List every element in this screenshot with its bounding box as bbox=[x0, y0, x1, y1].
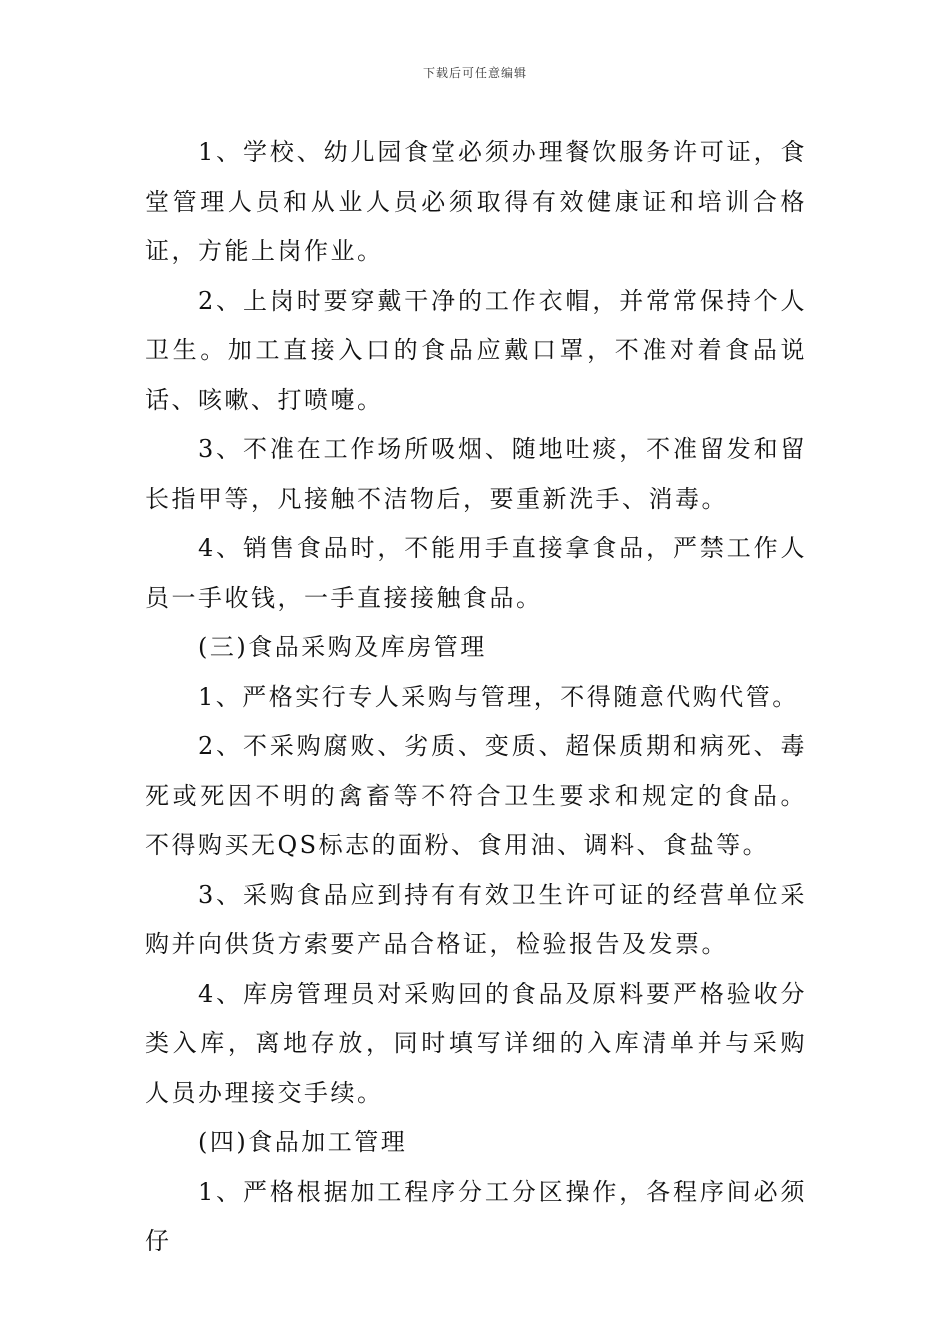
section-heading: (三)食品采购及库房管理 bbox=[198, 633, 487, 661]
paragraph: 1、严格根据加工程序分工分区操作，各程序间必须仔 bbox=[145, 1177, 807, 1255]
section-heading: (四)食品加工管理 bbox=[198, 1128, 408, 1156]
paragraph: 3、采购食品应到持有有效卫生许可证的经营单位采购并向供货方索要产品合格证，检验报告及发票。 bbox=[145, 880, 807, 958]
paragraph: 3、不准在工作场所吸烟、随地吐痰，不准留发和留长指甲等，凡接触不洁物后，要重新洗手、消毒。 bbox=[145, 435, 807, 513]
paragraph: 1、严格实行专人采购与管理，不得随意代购代管。 bbox=[198, 682, 799, 711]
document-body bbox=[145, 128, 807, 1267]
paragraph: 2、不采购腐败、劣质、变质、超保质期和病死、毒死或死因不明的禽畜等不符合卫生要求和规定的食品。不得购买无QS标志的面粉、食用油、调料、食盐等。 bbox=[145, 732, 807, 859]
paragraph: 2、上岗时要穿戴干净的工作衣帽，并常常保持个人卫生。加工直接入口的食品应戴口罩，不准对着食品说话、咳嗽、打喷嚏。 bbox=[145, 286, 807, 414]
paragraph: 4、销售食品时，不能用手直接拿食品，严禁工作人员一手收钱，一手直接接触食品。 bbox=[145, 534, 807, 612]
paragraph: 4、库房管理员对采购回的食品及原料要严格验收分类入库，离地存放，同时填写详细的入库清单并与采购人员办理接交手续。 bbox=[145, 979, 807, 1107]
header-note: 下载后可任意编辑 bbox=[422, 66, 527, 80]
paragraph: 1、学校、幼儿园食堂必须办理餐饮服务许可证，食堂管理人员和从业人员必须取得有效健康证和培训合格证，方能上岗作业。 bbox=[145, 138, 807, 265]
